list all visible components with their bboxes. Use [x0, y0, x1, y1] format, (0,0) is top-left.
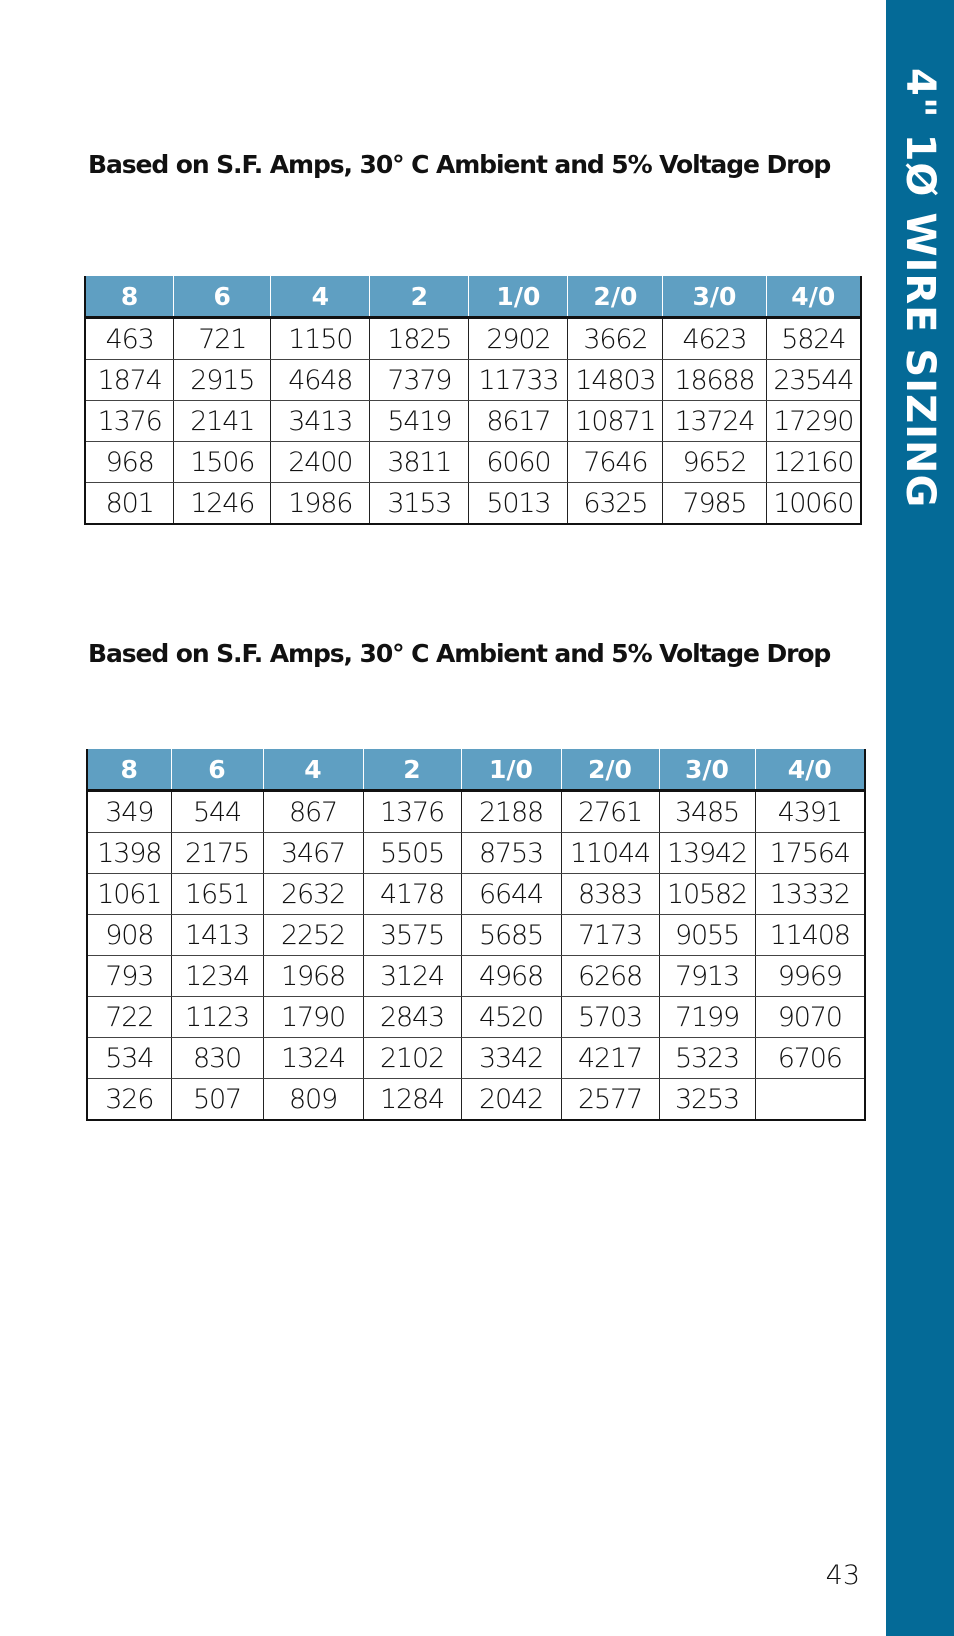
table-cell: 2843 [363, 997, 461, 1038]
table-cell: 13942 [659, 833, 755, 874]
table-row [85, 360, 861, 401]
column-header: 6 [171, 749, 263, 791]
column-header: 4/0 [755, 749, 865, 791]
table-cell: 9969 [755, 956, 865, 997]
table-cell: 7173 [561, 915, 659, 956]
table-row [87, 915, 865, 956]
table-cell: 2141 [174, 401, 271, 442]
table-cell: 2632 [263, 874, 363, 915]
table-1-heading: Based on S.F. Amps, 30° C Ambient and 5% Voltage Drop [88, 150, 831, 179]
column-header: 4 [271, 276, 370, 318]
column-header: 2/0 [561, 749, 659, 791]
table-cell: 908 [87, 915, 171, 956]
table-cell: 2577 [561, 1079, 659, 1121]
table-cell: 9055 [659, 915, 755, 956]
table-cell: 11044 [561, 833, 659, 874]
table-cell: 968 [85, 442, 174, 483]
table-cell: 1506 [174, 442, 271, 483]
table-cell: 5703 [561, 997, 659, 1038]
page-number: 43 [825, 1560, 860, 1591]
table-cell: 8753 [461, 833, 561, 874]
column-header: 3/0 [659, 749, 755, 791]
table-cell: 722 [87, 997, 171, 1038]
table-cell: 14803 [568, 360, 663, 401]
table-cell: 7985 [663, 483, 766, 525]
table-cell: 5323 [659, 1038, 755, 1079]
table-cell: 7913 [659, 956, 755, 997]
table-cell: 3485 [659, 791, 755, 833]
table-cell: 18688 [663, 360, 766, 401]
table-cell: 7199 [659, 997, 755, 1038]
table-cell: 10871 [568, 401, 663, 442]
table-cell: 5685 [461, 915, 561, 956]
table-cell: 534 [87, 1038, 171, 1079]
table-cell: 9652 [663, 442, 766, 483]
table-cell: 5013 [469, 483, 568, 525]
table-cell: 1968 [263, 956, 363, 997]
column-header: 2 [363, 749, 461, 791]
table-cell: 2400 [271, 442, 370, 483]
column-header: 3/0 [663, 276, 766, 318]
table-cell: 13332 [755, 874, 865, 915]
table-cell: 2102 [363, 1038, 461, 1079]
table-cell: 1234 [171, 956, 263, 997]
table-cell: 1123 [171, 997, 263, 1038]
column-header: 8 [87, 749, 171, 791]
table-row [87, 1038, 865, 1079]
column-header: 4/0 [766, 276, 861, 318]
table-cell: 8383 [561, 874, 659, 915]
table-2-heading: Based on S.F. Amps, 30° C Ambient and 5% Voltage Drop [88, 639, 831, 668]
table-cell: 3662 [568, 318, 663, 360]
table-cell: 10582 [659, 874, 755, 915]
table-cell: 11733 [469, 360, 568, 401]
table-2-body [87, 791, 865, 1121]
table-cell: 17290 [766, 401, 861, 442]
table-cell: 8617 [469, 401, 568, 442]
table-cell: 1398 [87, 833, 171, 874]
table-2-header-row [87, 749, 865, 791]
table-cell: 4217 [561, 1038, 659, 1079]
table-cell: 4520 [461, 997, 561, 1038]
table-cell: 2761 [561, 791, 659, 833]
table-cell: 1651 [171, 874, 263, 915]
table-cell: 3467 [263, 833, 363, 874]
table-cell: 867 [263, 791, 363, 833]
table-cell: 6644 [461, 874, 561, 915]
table-cell: 2902 [469, 318, 568, 360]
table-cell: 23544 [766, 360, 861, 401]
table-row [85, 442, 861, 483]
table-cell: 7646 [568, 442, 663, 483]
table-cell: 3124 [363, 956, 461, 997]
table-cell: 1284 [363, 1079, 461, 1121]
table-cell: 1986 [271, 483, 370, 525]
column-header: 8 [85, 276, 174, 318]
table-cell: 721 [174, 318, 271, 360]
table-cell: 1790 [263, 997, 363, 1038]
table-cell: 6060 [469, 442, 568, 483]
table-cell: 5824 [766, 318, 861, 360]
table-cell: 349 [87, 791, 171, 833]
table-cell: 507 [171, 1079, 263, 1121]
table-row [87, 956, 865, 997]
table-cell: 1874 [85, 360, 174, 401]
table-cell: 463 [85, 318, 174, 360]
table-cell: 3153 [370, 483, 469, 525]
side-title: 4" 1Ø WIRE SIZING [897, 68, 943, 509]
column-header: 1/0 [461, 749, 561, 791]
table-cell: 3342 [461, 1038, 561, 1079]
table-cell: 326 [87, 1079, 171, 1121]
table-cell: 2252 [263, 915, 363, 956]
table-cell: 3575 [363, 915, 461, 956]
table-cell: 793 [87, 956, 171, 997]
table-1-body [85, 318, 861, 525]
table-cell: 4968 [461, 956, 561, 997]
table-cell: 9070 [755, 997, 865, 1038]
table-cell: 544 [171, 791, 263, 833]
table-cell: 4178 [363, 874, 461, 915]
table-cell: 1150 [271, 318, 370, 360]
table-cell: 6706 [755, 1038, 865, 1079]
table-row [87, 1079, 865, 1121]
table-cell: 3413 [271, 401, 370, 442]
table-cell: 2175 [171, 833, 263, 874]
table-cell: 3253 [659, 1079, 755, 1121]
table-cell: 1825 [370, 318, 469, 360]
wire-sizing-table-1 [84, 276, 862, 525]
table-row [85, 318, 861, 360]
table-cell: 13724 [663, 401, 766, 442]
table-cell: 5505 [363, 833, 461, 874]
table-cell: 4648 [271, 360, 370, 401]
table-cell [755, 1079, 865, 1121]
table-cell: 10060 [766, 483, 861, 525]
column-header: 4 [263, 749, 363, 791]
table-cell: 5419 [370, 401, 469, 442]
table-cell: 6268 [561, 956, 659, 997]
table-cell: 1413 [171, 915, 263, 956]
table-row [87, 997, 865, 1038]
table-cell: 1324 [263, 1038, 363, 1079]
table-row [87, 833, 865, 874]
table-cell: 4623 [663, 318, 766, 360]
column-header: 6 [174, 276, 271, 318]
table-cell: 17564 [755, 833, 865, 874]
table-cell: 1246 [174, 483, 271, 525]
table-row [85, 401, 861, 442]
table-cell: 1376 [85, 401, 174, 442]
table-1-header-row [85, 276, 861, 318]
table-row [87, 791, 865, 833]
table-cell: 1061 [87, 874, 171, 915]
table-row [87, 874, 865, 915]
table-cell: 2188 [461, 791, 561, 833]
table-cell: 830 [171, 1038, 263, 1079]
table-cell: 6325 [568, 483, 663, 525]
table-cell: 4391 [755, 791, 865, 833]
wire-sizing-table-2 [86, 749, 866, 1121]
column-header: 1/0 [469, 276, 568, 318]
column-header: 2 [370, 276, 469, 318]
table-cell: 11408 [755, 915, 865, 956]
table-cell: 1376 [363, 791, 461, 833]
table-cell: 2042 [461, 1079, 561, 1121]
table-cell: 2915 [174, 360, 271, 401]
table-cell: 12160 [766, 442, 861, 483]
table-cell: 801 [85, 483, 174, 525]
table-cell: 7379 [370, 360, 469, 401]
table-cell: 809 [263, 1079, 363, 1121]
column-header: 2/0 [568, 276, 663, 318]
table-row [85, 483, 861, 525]
table-cell: 3811 [370, 442, 469, 483]
